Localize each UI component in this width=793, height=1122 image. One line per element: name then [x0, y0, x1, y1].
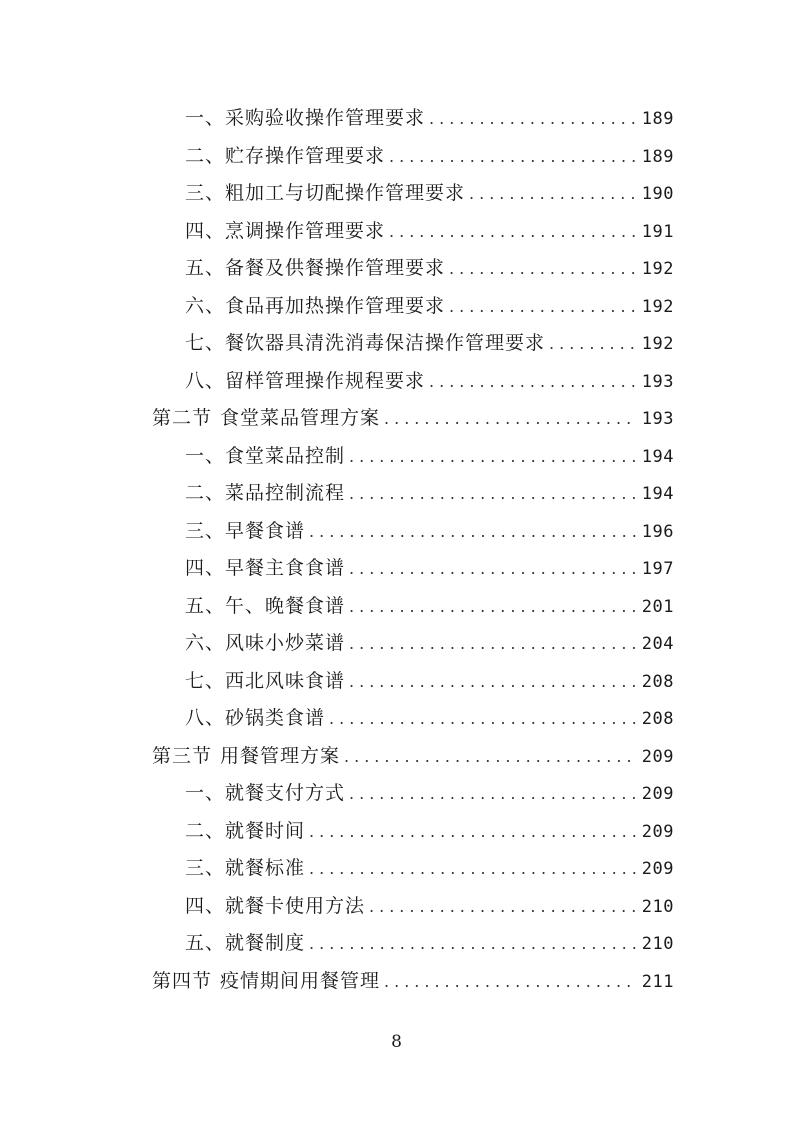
- toc-entry-title: 七、餐饮器具清洗消毒保洁操作管理要求: [185, 332, 546, 354]
- toc-entry-title: 一、采购验收操作管理要求: [185, 107, 426, 129]
- toc-leader-dots: [429, 100, 636, 138]
- toc-entry[interactable]: [152, 663, 674, 701]
- toc-entry-page: 193: [641, 409, 674, 429]
- toc-entry-title: 八、砂锅类食谱: [185, 707, 326, 729]
- toc-entry-page: 194: [641, 446, 674, 467]
- toc-leader-dots: [429, 363, 636, 401]
- toc-entry-page: 192: [641, 334, 674, 354]
- toc-entry-title: 五、备餐及供餐操作管理要求: [185, 257, 446, 279]
- toc-leader-dots: [384, 400, 636, 438]
- toc-entry-page: 204: [641, 634, 674, 654]
- toc-entry[interactable]: [152, 175, 674, 213]
- toc-section-title: [152, 963, 380, 1001]
- toc-entry-title: 六、食品再加热操作管理要求: [185, 294, 446, 317]
- toc-section-number: 第三节: [152, 744, 213, 767]
- toc-entry[interactable]: [152, 813, 674, 851]
- toc-leader-dots: [469, 175, 636, 213]
- toc-entry-page: 192: [641, 259, 674, 279]
- toc-entry-page: 210: [641, 896, 674, 917]
- toc-entry-page: 209: [641, 859, 674, 879]
- toc-section-title: [152, 400, 380, 438]
- toc-section-name: 疫情期间用餐管理: [220, 969, 381, 992]
- page-number: 8: [391, 1032, 402, 1052]
- toc-entry-page: 208: [641, 709, 674, 729]
- toc-entry-title: 一、就餐支付方式: [185, 782, 346, 804]
- toc-leader-dots: [384, 963, 636, 1001]
- toc-leader-dots: [449, 250, 636, 288]
- toc-leader-dots: [389, 138, 636, 176]
- toc-entry-page: 209: [641, 784, 674, 804]
- toc-section-number: 第二节: [152, 407, 213, 429]
- toc-leader-dots: [349, 438, 636, 476]
- toc-leader-dots: [349, 625, 636, 663]
- toc-entry-title: 四、烹调操作管理要求: [185, 219, 386, 242]
- toc-leader-dots: [309, 813, 636, 851]
- toc-leader-dots: [349, 550, 636, 588]
- toc-section-entry[interactable]: [152, 738, 674, 776]
- toc-entry-title: 三、就餐标准: [185, 857, 306, 879]
- toc-entry[interactable]: [152, 475, 674, 513]
- toc-leader-dots: [329, 700, 636, 738]
- toc-leader-dots: [309, 925, 636, 963]
- toc-entry-page: 194: [641, 484, 674, 504]
- toc-entry[interactable]: [152, 438, 674, 476]
- toc-section-entry[interactable]: [152, 400, 674, 438]
- toc-leader-dots: [389, 213, 636, 251]
- toc-entry[interactable]: [152, 100, 674, 138]
- toc-entry-title: 六、风味小炒菜谱: [185, 632, 346, 654]
- toc-entry[interactable]: [152, 888, 674, 926]
- toc-leader-dots: [549, 325, 636, 363]
- toc-entry-page: 210: [641, 934, 674, 954]
- toc-entry-title: 五、午、晚餐食谱: [185, 594, 346, 617]
- toc-entry-title: 七、西北风味食谱: [185, 669, 346, 692]
- toc-entry[interactable]: [152, 625, 674, 663]
- toc-entry[interactable]: [152, 363, 674, 401]
- toc-entry[interactable]: [152, 550, 674, 588]
- toc-leader-dots: [369, 888, 636, 926]
- toc-entry-title: 一、食堂菜品控制: [185, 444, 346, 467]
- toc-entry-page: 209: [641, 821, 674, 842]
- toc-entry-page: 192: [641, 296, 674, 317]
- toc-entry[interactable]: [152, 588, 674, 626]
- toc-entry[interactable]: [152, 513, 674, 551]
- toc-entry[interactable]: [152, 138, 674, 176]
- toc-leader-dots: [349, 663, 636, 701]
- toc-leader-dots: [349, 775, 636, 813]
- toc-entry[interactable]: [152, 925, 674, 963]
- toc-entry-page: 189: [641, 109, 674, 129]
- toc-entry[interactable]: [152, 700, 674, 738]
- toc-entry-title: 三、粗加工与切配操作管理要求: [185, 182, 466, 204]
- toc-section-name: 用餐管理方案: [220, 744, 341, 767]
- toc-leader-dots: [309, 850, 636, 888]
- toc-entry-page: 190: [641, 184, 674, 204]
- toc-entry-page: 209: [641, 746, 674, 767]
- toc-leader-dots: [309, 513, 636, 551]
- toc-leader-dots: [349, 588, 636, 626]
- toc-section-title: [152, 738, 340, 776]
- toc-leader-dots: [344, 738, 636, 776]
- toc-entry-title: 四、就餐卡使用方法: [185, 894, 366, 917]
- toc-entry-page: 191: [641, 221, 674, 242]
- toc-entry[interactable]: [152, 288, 674, 326]
- toc-leader-dots: [449, 288, 636, 326]
- toc-leader-dots: [349, 475, 636, 513]
- toc-entry-title: 四、早餐主食食谱: [185, 557, 346, 579]
- toc-entry-title: 二、贮存操作管理要求: [185, 144, 386, 167]
- toc-entry-page: 201: [641, 596, 674, 617]
- toc-entry-title: 二、就餐时间: [185, 819, 306, 842]
- toc-section-entry[interactable]: [152, 963, 674, 1001]
- table-of-contents: [152, 100, 674, 1000]
- toc-section-number: 第四节: [152, 969, 213, 992]
- toc-entry-page: 196: [641, 521, 674, 542]
- toc-entry-page: 208: [641, 671, 674, 692]
- toc-section-name: 食堂菜品管理方案: [220, 407, 381, 429]
- toc-entry[interactable]: [152, 325, 674, 363]
- toc-entry[interactable]: [152, 850, 674, 888]
- toc-entry-page: 197: [641, 559, 674, 579]
- toc-entry-page: 189: [641, 146, 674, 167]
- toc-entry[interactable]: [152, 213, 674, 251]
- toc-entry[interactable]: [152, 250, 674, 288]
- toc-entry-title: 五、就餐制度: [185, 932, 306, 954]
- toc-entry-title: 三、早餐食谱: [185, 519, 306, 542]
- toc-entry-page: 193: [641, 371, 674, 392]
- toc-entry-title: 二、菜品控制流程: [185, 482, 346, 504]
- toc-entry-title: 八、留样管理操作规程要求: [185, 369, 426, 392]
- toc-entry[interactable]: [152, 775, 674, 813]
- toc-entry-page: 211: [641, 971, 674, 992]
